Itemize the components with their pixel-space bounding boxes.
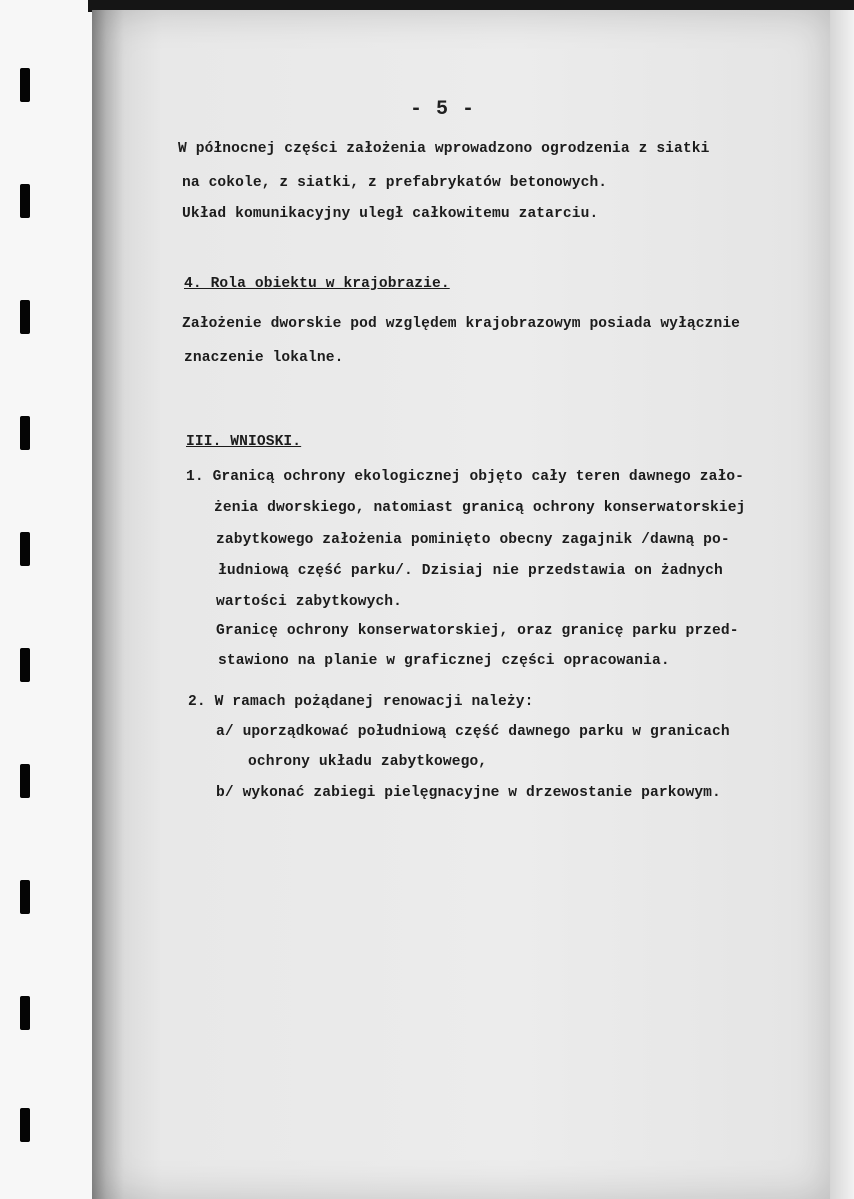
page-content xyxy=(92,10,830,1199)
list-item-line: 1. Granicą ochrony ekologicznej objęto cały teren dawnego zało- xyxy=(186,469,745,485)
list-item-line: 2. W ramach pożądanej renowacji należy: xyxy=(188,694,534,710)
paragraph-line: Układ komunikacyjny uległ całkowitemu zatarciu. xyxy=(182,206,599,222)
section-heading: III. WNIOSKI. xyxy=(186,434,302,450)
list-item-line: stawiono na planie w graficznej części opracowania. xyxy=(218,653,670,669)
list-item-line: łudniową część parku/. Dzisiaj nie przedstawia on żadnych xyxy=(218,563,723,579)
paragraph-line: W północnej części założenia wprowadzono ogrodzenia z siatki xyxy=(178,141,710,157)
list-item-line: żenia dworskiego, natomiast granicą ochrony konserwatorskiej xyxy=(214,500,746,516)
paragraph-line: znaczenie lokalne. xyxy=(184,350,344,366)
list-item-line: zabytkowego założenia pominięto obecny zagajnik /dawną po- xyxy=(216,532,730,548)
film-sprocket xyxy=(20,1108,30,1142)
film-sprocket xyxy=(20,184,30,218)
film-sprocket xyxy=(20,996,30,1030)
paragraph-line: Założenie dworskie pod względem krajobrazowym posiada wyłącznie xyxy=(182,316,741,332)
section-heading: 4. Rola obiektu w krajobrazie. xyxy=(184,276,450,292)
film-sprocket xyxy=(20,764,30,798)
film-sprocket xyxy=(20,68,30,102)
film-sprocket xyxy=(20,648,30,682)
film-sprocket xyxy=(20,416,30,450)
document-page xyxy=(92,10,830,1199)
list-item-line: wartości zabytkowych. xyxy=(216,594,403,610)
film-sprocket xyxy=(20,880,30,914)
scan-right-margin xyxy=(830,10,854,1199)
paragraph-line: na cokole, z siatki, z prefabrykatów betonowych. xyxy=(182,175,608,191)
film-sprocket xyxy=(20,300,30,334)
page-number: - 5 - xyxy=(410,98,476,121)
film-strip xyxy=(0,0,92,1199)
sub-item-line: b/ wykonać zabiegi pielęgnacyjne w drzewostanie parkowym. xyxy=(216,785,721,801)
list-item-line: Granicę ochrony konserwatorskiej, oraz granicę parku przed- xyxy=(216,623,739,639)
film-sprocket xyxy=(20,532,30,566)
sub-item-line: ochrony układu zabytkowego, xyxy=(248,754,488,770)
sub-item-line: a/ uporządkować południową część dawnego parku w granicach xyxy=(216,724,730,740)
